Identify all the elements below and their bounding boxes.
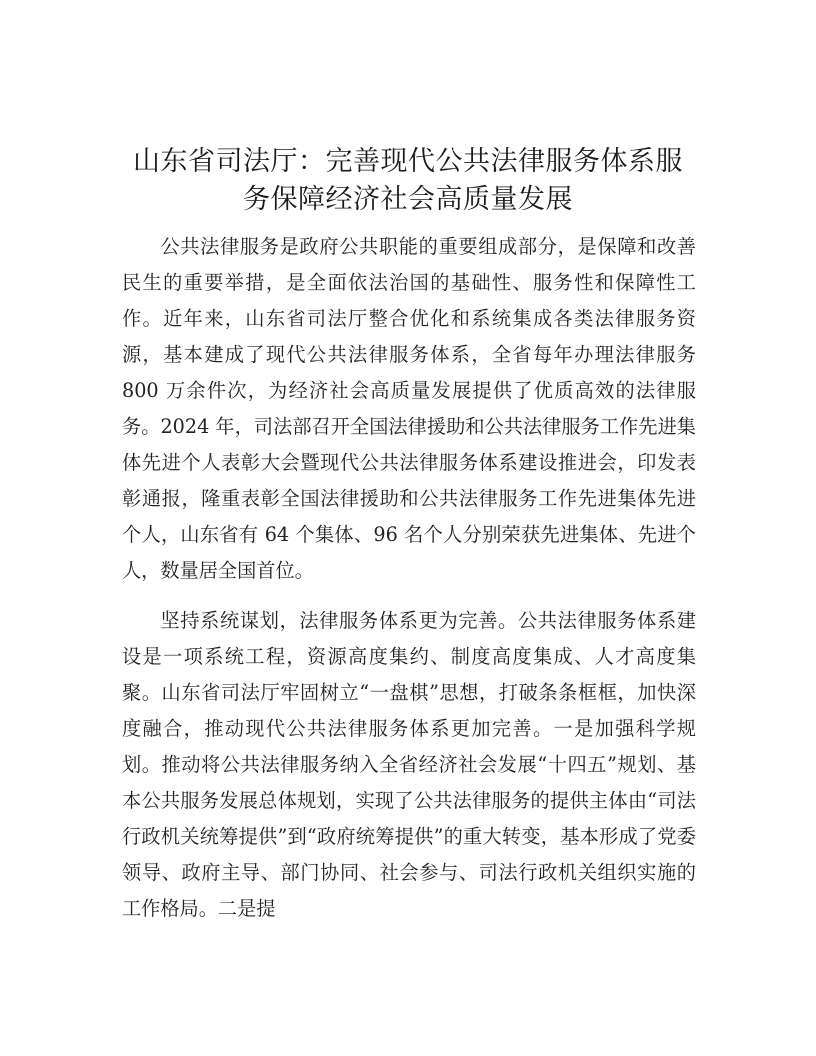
title-line-1: 山东省司法厅：完善现代公共法律服务体系服 — [133, 146, 683, 177]
paragraph-system-planning: 坚持系统谋划，法律服务体系更为完善。公共法律服务体系建设是一项系统工程，资源高度集约、制度高度集成、人才高度集聚。山东省司法厅牢固树立“一盘棋”思想，打破条条框框，加快深度融合，推动现代公共法律服务体系更加完善。一是加强科学规划。推动将公共法律服务纳入全省经济社会发展“十四五”规划、基本公共服务发展总体规划，实现了公共法律服务的提供主体由“司法行政机关统筹提供”到“政府统筹提供”的重大转变，基本形成了党委领导、政府主导、部门协同、社会参与、司法行政机关组织实施的工作格局。二是提 — [122, 609, 696, 920]
paragraph-intro: 公共法律服务是政府公共职能的重要组成部分，是保障和改善民生的重要举措，是全面依法治国的基础性、服务性和保障性工作。近年来，山东省司法厅整合优化和系统集成各类法律服务资源，基本建成了现代公共法律服务体系，全省每年办理法律服务 800 万余件次，为经济社会高质量发展提供了优质高效的法律服务。2024 年，司法部召开全国法律援助和公共法律服务工作先进集体先进个人表彰大会暨现代公共法律服务体系建设推进会，印发表彰通报，隆重表彰全国法律援助和公共法律服务工作先进集体先进个人，山东省有 64 个集体、96 名个人分别荣获先进集体、先进个人，数量居全国首位。 — [122, 235, 696, 582]
document-body — [122, 229, 696, 927]
document-title — [120, 143, 696, 219]
title-line-2: 务保障经济社会高质量发展 — [243, 184, 573, 215]
